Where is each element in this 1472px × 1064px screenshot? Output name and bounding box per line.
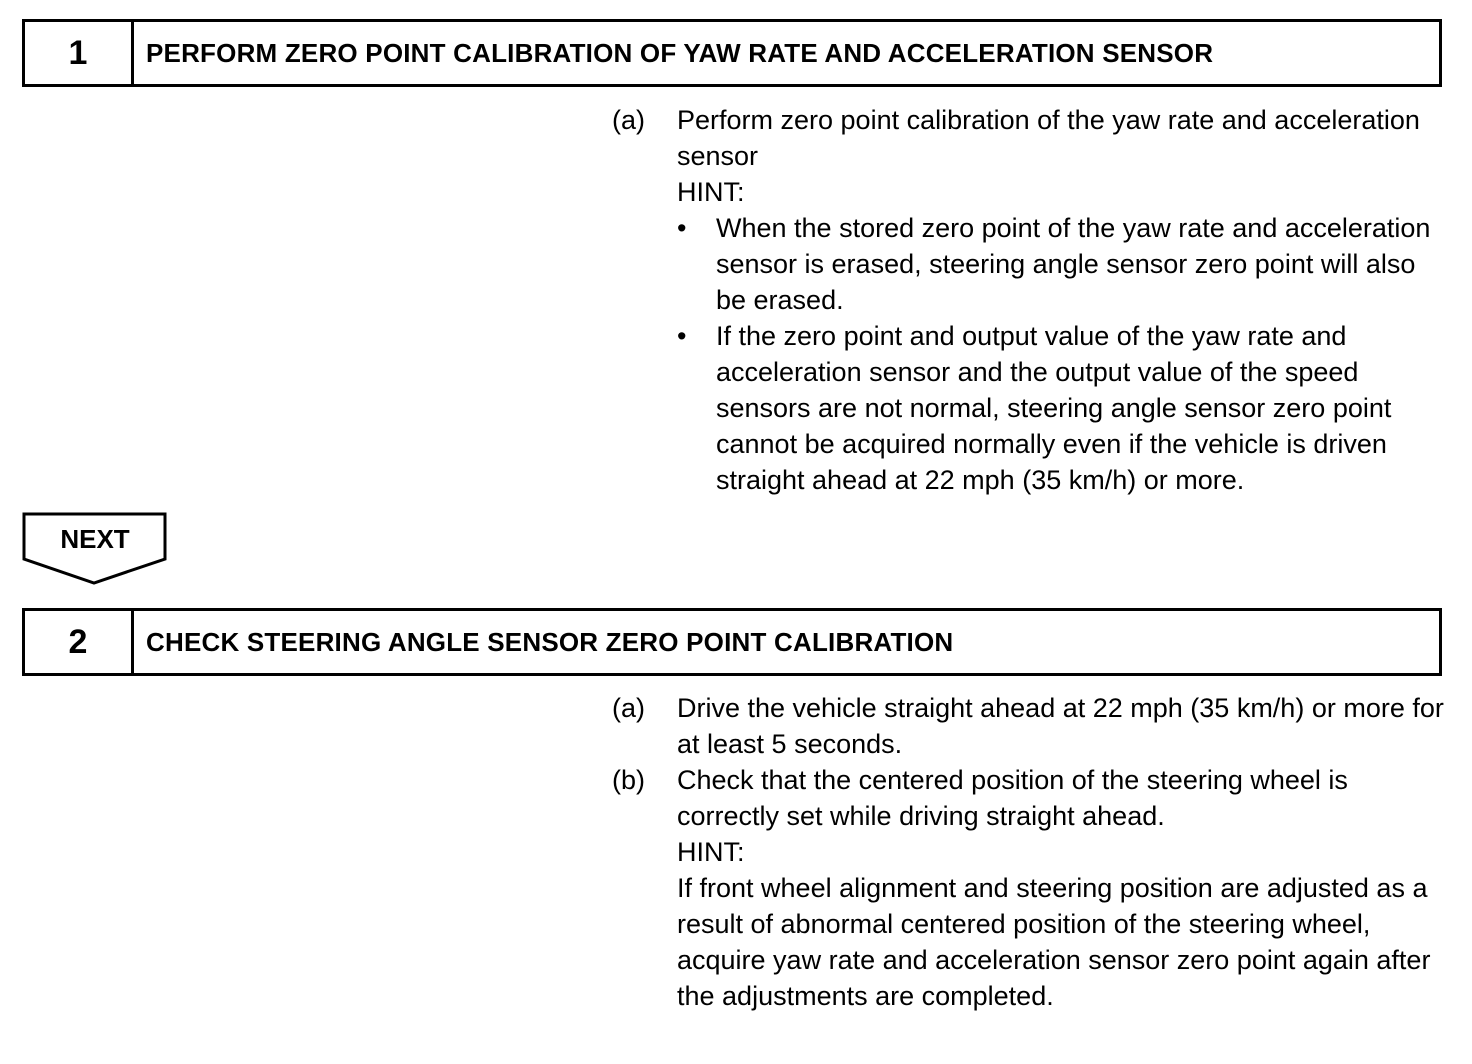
item-text: Perform zero point calibration of the yaw rate and acceleration sensor xyxy=(677,105,1420,171)
next-button-label: NEXT xyxy=(60,524,130,554)
step-2-instructions xyxy=(612,690,1452,1014)
next-button[interactable] xyxy=(22,512,168,586)
item-content xyxy=(677,762,1452,1014)
item-content xyxy=(677,102,1452,498)
step-1-instructions xyxy=(612,102,1452,498)
bullet-text: When the stored zero point of the yaw rate and acceleration sensor is erased, steering angle sensor zero point will also be erased. xyxy=(716,213,1431,315)
item-label: (a) xyxy=(612,105,645,135)
bullet-icon: • xyxy=(677,321,687,351)
step-2-header xyxy=(22,608,1442,676)
item-label: (a) xyxy=(612,693,645,723)
item-text: Drive the vehicle straight ahead at 22 mph (35 km/h) or more for at least 5 seconds. xyxy=(677,693,1444,759)
hint-label: HINT: xyxy=(677,837,745,867)
step-2-item-a xyxy=(612,690,1452,762)
item-text: Check that the centered position of the steering wheel is correctly set while driving straight ahead. xyxy=(677,765,1348,831)
hint-bullet xyxy=(677,210,1452,318)
bullet-icon: • xyxy=(677,213,687,243)
step-1-header xyxy=(22,19,1442,87)
bullet-text: If the zero point and output value of the yaw rate and acceleration sensor and the output value of the speed sensors are not normal, steering angle sensor zero point cannot be acquired normally even if the vehicle is driven straight ahead at 22 mph (35 km/h) or more. xyxy=(716,321,1392,495)
step-2-item-b xyxy=(612,762,1452,1014)
item-content xyxy=(677,690,1452,762)
step-2-number: 2 xyxy=(25,611,134,673)
step-1-number: 1 xyxy=(25,22,134,84)
step-1-title: PERFORM ZERO POINT CALIBRATION OF YAW RATE AND ACCELERATION SENSOR xyxy=(146,37,1214,68)
item-label: (b) xyxy=(612,765,645,795)
step-1-item-a xyxy=(612,102,1452,498)
hint-text: If front wheel alignment and steering position are adjusted as a result of abnormal centered position of the steering wheel, acquire yaw rate and acceleration sensor zero point again after the adjustments are completed. xyxy=(677,873,1431,1011)
step-2-title: CHECK STEERING ANGLE SENSOR ZERO POINT CALIBRATION xyxy=(146,626,954,657)
hint-bullet xyxy=(677,318,1452,498)
hint-label: HINT: xyxy=(677,177,745,207)
